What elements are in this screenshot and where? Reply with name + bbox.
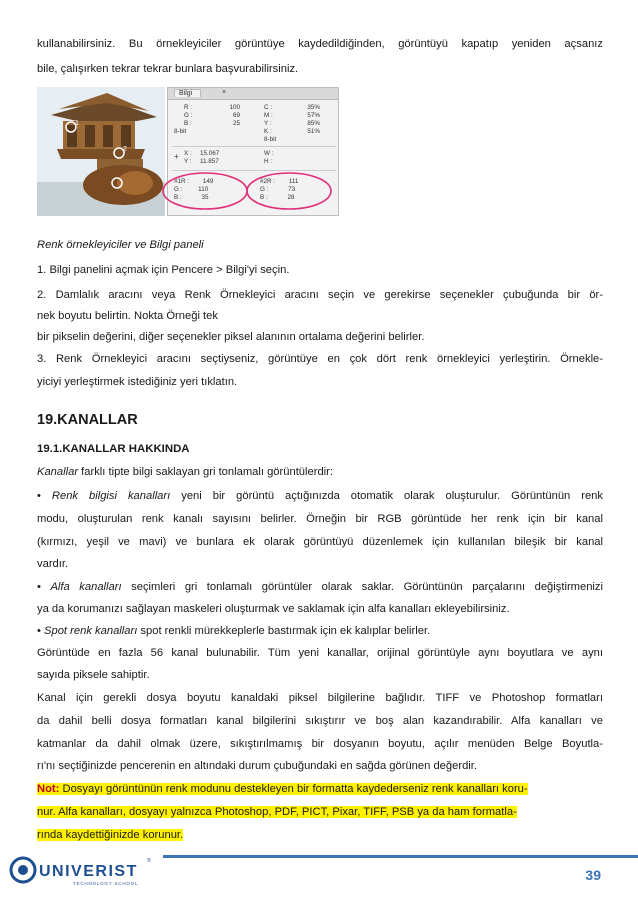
bullet-renk-line-1: • Renk bilgisi kanalları yeni bir görüntü açtığınızda otomatik olarak oluşturulur. Görüntünün renk (37, 490, 603, 502)
figure-caption: Renk örnekleyiciler ve Bilgi paneli (37, 239, 204, 251)
panel-tab-bilgi[interactable]: Bilgi (174, 89, 201, 97)
xy-values: 15.067 11.857 (200, 150, 220, 165)
rgb-labels: R : G : B : (184, 104, 193, 127)
svg-text:2: 2 (123, 146, 127, 153)
step-2-line-2: nek boyutu belirtin. Nokta Örneği tek (37, 310, 218, 322)
univerist-logo (7, 853, 163, 887)
cmyk-labels: C : M : Y : K : (264, 104, 273, 135)
paragraph-56-kanal-line-1: Görüntüde en fazla 56 kanal bulunabilir. Tüm yeni kanallar, orijinal görüntüyle aynı boyutlara ve aynı (37, 647, 603, 659)
rgb-values: 100 69 25 (229, 104, 240, 127)
bullet-alfa-line-2: ya da korumanızı sağlayan maskeleri oluşturmak ve saklamak için alfa kanalları ekleyebilirsiniz. (37, 603, 510, 615)
step-2-line-1: 2. Damlalık aracını veya Renk Örnekleyici aracını seçin ve gerekirse seçenekler çubuğunda bir ör- (37, 289, 603, 301)
paragraph-dosya-line-4: rı'nı seçtiğinizde pencerenin en altındaki durum çubuğundaki en sağda görünen değerdir. (37, 760, 477, 772)
page-number: 39 (585, 867, 601, 883)
sample-2-readout: #2R : 111 G : 73 B : 28 (260, 178, 299, 201)
paragraph-56-kanal-line-2: sayıda piksele sahiptir. (37, 669, 150, 681)
step-3-line-1: 3. Renk Örnekleyici aracını seçtiyseniz, görüntüye en çok dört renk örnekleyici yerleştirin. Örnekle- (37, 353, 603, 365)
step-3-line-2: yiciyi yerleştirmek istediğiniz yeri tıklatın. (37, 376, 238, 388)
note-line-3: rında kaydettiğinizde korunur. (37, 829, 184, 841)
paragraph-dosya-line-1: Kanal için gerekli dosya boyutu kanaldaki piksel bilgilerine bağlıdır. TIFF ve Photoshop formatları (37, 692, 603, 704)
cmyk-values: 35% 57% 85% 51% (307, 104, 320, 135)
xy-labels: X : Y : (184, 150, 192, 165)
paragraph-dosya-line-2: da dahil belli dosya formatları kanal bilgilerini sıkıştırır ve boş alan kazandırabilir. Alfa kanalları ve (37, 715, 603, 727)
intro-line-1: kullanabilirsiniz. Bu örnekleyiciler görüntüye kaydedildiğinden, görüntüyü kapatıp yeniden açsanız (37, 38, 603, 50)
section-subtitle: 19.1.KANALLAR HAKKINDA (37, 443, 190, 455)
note-line-2: nur. Alfa kanalları, dosyayı yalnızca Photoshop, PDF, PICT, Pixar, TIFF, PSB ya da ham formatla- (37, 806, 517, 818)
wh-labels: W : H : (264, 150, 274, 165)
svg-text:®: ® (147, 858, 151, 864)
footer-rule (160, 855, 638, 858)
note-line-1: Not: Dosyayı görüntünün renk modunu destekleyen bir formatta kaydederseniz renk kanalları koru- (37, 783, 528, 795)
section-title: 19.KANALLAR (37, 412, 138, 428)
bit-depth-1: 8-bit (174, 128, 187, 135)
logo-mark (7, 853, 163, 887)
bullet-renk-line-3: (kırmızı, yeşil ve mavi) ve bunlara ek olarak görüntüyü düzenlemek için kullanılan bileşik bir kanal (37, 536, 603, 548)
paragraph-dosya-line-3: katmanlar da dahil olmak üzere, sıkıştırılmamış bir dosyanın boyutu, açılır menüden Belge Boyutla- (37, 738, 603, 750)
bullet-spot: • Spot renk kanalları spot renkli mürekkeplerle bastırmak için ek kalıplar belirler. (37, 625, 431, 637)
crosshair-icon: + (174, 152, 179, 161)
step-1: 1. Bilgi panelini açmak için Pencere > Bilgi'yi seçin. (37, 264, 290, 276)
paragraph-kanallar: Kanallar farklı tipte bilgi saklayan gri tonlamalı görüntülerdir: (37, 466, 333, 478)
svg-text:UNIVERIST: UNIVERIST (39, 863, 138, 880)
svg-text:TECHNOLOGY SCHOOL: TECHNOLOGY SCHOOL (73, 881, 139, 886)
highlight-ellipses (37, 87, 339, 216)
close-icon[interactable]: × (222, 89, 227, 96)
step-2-line-3: bir pikselin değerini, diğer seçenekler piksel alanının ortalama değerini belirler. (37, 331, 425, 343)
sample-1-readout: #1R : 149 G : 110 B : 35 (174, 178, 214, 201)
bullet-renk-line-2: modu, oluşturulan renk kanalı sayısını belirler. Örneğin bir RGB görüntüde her renk için bir kanal (37, 513, 603, 525)
bit-depth-2: 8-bit (264, 136, 277, 143)
bullet-alfa-line-1: • Alfa kanalları seçimleri gri tonlamalı görüntüler olarak saklar. Görüntünün parçalarını değiştirmenizi (37, 581, 603, 593)
intro-line-2: bile, çalışırken tekrar tekrar bunlara başvurabilirsiniz. (37, 63, 299, 75)
svg-text:1: 1 (75, 120, 79, 127)
figure-samplers-info-panel (37, 87, 339, 216)
bullet-renk-line-4: vardır. (37, 558, 69, 570)
